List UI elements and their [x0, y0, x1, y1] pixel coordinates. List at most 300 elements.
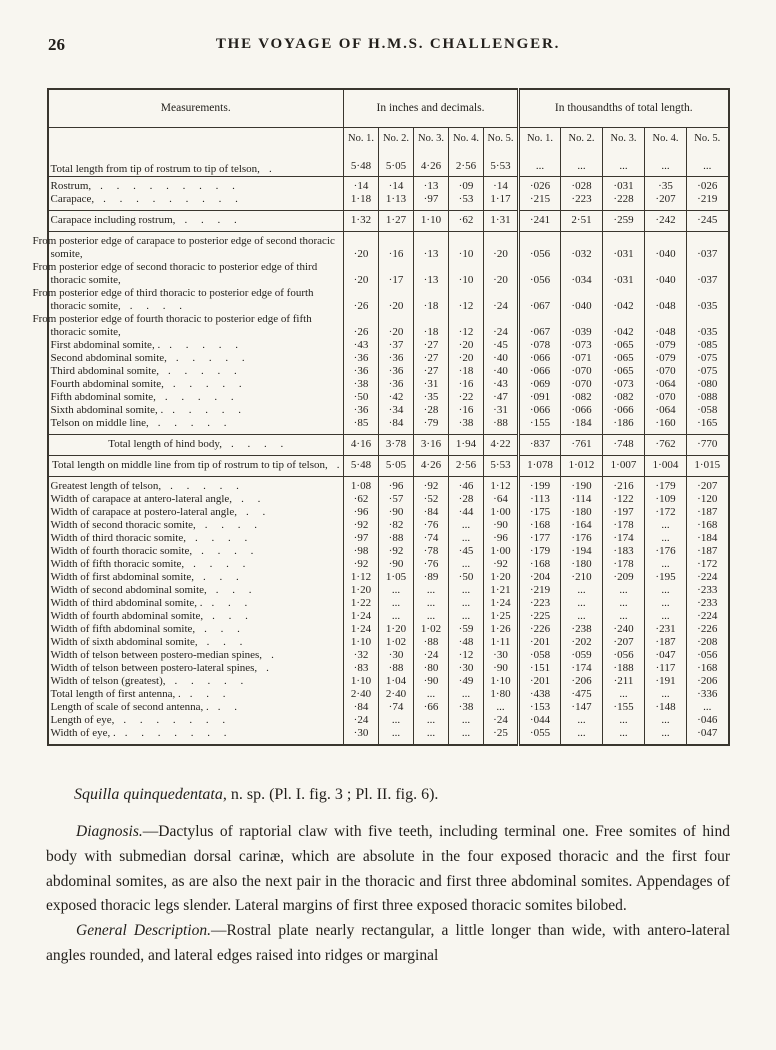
row-label [48, 128, 344, 177]
dot-leader: . . [241, 493, 261, 505]
measurement-value: 5·48 [344, 456, 379, 477]
table-row [48, 313, 729, 339]
measurement-value: ·14 [344, 177, 379, 194]
dot-leader: . . . . [230, 438, 284, 450]
row-label [48, 571, 344, 584]
measurement-value: ·091 [519, 391, 561, 404]
measurement-value: ·113 [519, 493, 561, 506]
measurement-value: ·35 [414, 391, 449, 404]
table-row [48, 177, 729, 194]
row-label [48, 532, 344, 545]
measurement-value: 3·78 [379, 435, 414, 456]
dot-leader: . . [245, 506, 266, 518]
measurement-value: ·28 [449, 493, 484, 506]
dot-leader: . . . . [129, 300, 183, 312]
measurement-value: ·155 [603, 701, 645, 714]
measurement-value: ·079 [645, 352, 687, 365]
measurement-value: ·27 [414, 352, 449, 365]
measurement-value: ·172 [687, 558, 729, 571]
measurement-value: ·037 [687, 232, 729, 262]
measurement-value: ·037 [687, 261, 729, 287]
table-row [48, 532, 729, 545]
row-label [48, 701, 344, 714]
measurement-value: ·27 [414, 365, 449, 378]
table-row [48, 287, 729, 313]
measurement-value: 2·56 [455, 160, 477, 172]
row-label-text: Width of third thoracic somite, [50, 532, 186, 544]
measurement-value: ·109 [645, 493, 687, 506]
measurement-value: ·88 [414, 636, 449, 649]
specimen-cell [416, 128, 446, 176]
measurement-value: 4·26 [414, 456, 449, 477]
measurement-value: ·20 [379, 313, 414, 339]
measurement-value: ·085 [687, 339, 729, 352]
measurement-value: ·226 [687, 623, 729, 636]
measurement-value: ·25 [484, 727, 519, 745]
measurement-value: ·36 [379, 378, 414, 391]
measurement-value: ·174 [603, 532, 645, 545]
measurement-value: ·075 [687, 352, 729, 365]
measurement-value: ·76 [414, 519, 449, 532]
measurement-value: ·16 [449, 378, 484, 391]
measurement-value: ·92 [344, 519, 379, 532]
measurement-value: ·27 [414, 339, 449, 352]
measurement-value: ... [645, 714, 687, 727]
measurement-value: ·067 [519, 287, 561, 313]
measurement-value: ·069 [519, 378, 561, 391]
measurement-value: ·028 [561, 177, 603, 194]
measurement-value: ·90 [414, 675, 449, 688]
measurement-value: ·90 [484, 519, 519, 532]
measurement-value: ·13 [414, 177, 449, 194]
measurement-value: ·206 [561, 675, 603, 688]
measurement-value: ·048 [645, 313, 687, 339]
measurement-value: 4·26 [420, 160, 442, 172]
measurement-value: ·066 [519, 404, 561, 417]
measurement-value: ·168 [687, 662, 729, 675]
measurement-value: ·83 [344, 662, 379, 675]
table-row [48, 727, 729, 745]
row-label-text: Width of second abdominal somite, [50, 584, 207, 596]
measurement-value: ... [414, 714, 449, 727]
measurement-value: 1·08 [344, 477, 379, 494]
row-label-text: Width of third abdominal somite, . [50, 597, 203, 609]
measurement-value: ·040 [645, 232, 687, 262]
row-label [48, 339, 344, 352]
measurement-value: ·92 [344, 558, 379, 571]
specimen-column-header [519, 128, 561, 177]
dot-leader: . . . . . [169, 339, 238, 351]
row-label [48, 649, 344, 662]
measurement-value: 2·51 [561, 211, 603, 232]
measurement-value: 1·00 [484, 506, 519, 519]
measurement-value: ·88 [484, 417, 519, 435]
measurement-value: ·748 [603, 435, 645, 456]
dot-leader: . . . . . [174, 675, 244, 687]
measurement-value: ·24 [344, 714, 379, 727]
measurement-value: ·30 [344, 727, 379, 745]
measurement-value: ·20 [379, 287, 414, 313]
measurement-value: ·201 [519, 675, 561, 688]
measurement-value: ·34 [379, 404, 414, 417]
measurement-value: ·183 [603, 545, 645, 558]
measurement-value: ... [379, 597, 414, 610]
row-label-text: Total length of first antenna, . [50, 688, 181, 700]
table-head [48, 89, 729, 177]
measurement-value: 1·02 [379, 636, 414, 649]
measurement-value: ·216 [603, 477, 645, 494]
measurement-value: ... [603, 688, 645, 701]
measurement-value: ·088 [687, 391, 729, 404]
specimen-number-label: No. 2. [568, 133, 595, 144]
measurement-value: 1·02 [414, 623, 449, 636]
dot-leader: . . . [206, 636, 243, 648]
description-label: General Description. [76, 922, 211, 940]
row-label [48, 391, 344, 404]
measurement-value: ·176 [645, 545, 687, 558]
row-label-text: Width of fifth abdominal somite, [50, 623, 196, 635]
measurement-value: 3·16 [414, 435, 449, 456]
row-label [48, 623, 344, 636]
measurement-value: ·056 [519, 261, 561, 287]
measurement-value: 1·20 [344, 584, 379, 597]
measurement-value: 1·12 [484, 477, 519, 494]
measurement-value: ·026 [519, 177, 561, 194]
specimen-column-header [344, 128, 379, 177]
row-label-text: Second abdominal somite, [50, 352, 167, 364]
dot-leader: . . . . . . . [123, 714, 226, 726]
row-label [48, 558, 344, 571]
measurement-value: ·065 [603, 365, 645, 378]
measurement-value: 1·10 [344, 675, 379, 688]
measurement-value: ·056 [687, 649, 729, 662]
measurement-value: ... [645, 558, 687, 571]
row-label [48, 662, 344, 675]
row-label-text: Fourth abdominal somite, [50, 378, 164, 390]
measurement-value: ·30 [449, 662, 484, 675]
measurement-value: ·12 [449, 313, 484, 339]
row-label-text: Width of fourth thoracic somite, [50, 545, 193, 557]
measurement-value: ·82 [379, 519, 414, 532]
specimen-column-header [603, 128, 645, 177]
measurement-value: ·148 [645, 701, 687, 714]
table-row [48, 662, 729, 675]
measurement-value: ·762 [645, 435, 687, 456]
measurement-value: ·245 [687, 211, 729, 232]
measurement-value: ·067 [519, 313, 561, 339]
measurement-value: ·223 [519, 597, 561, 610]
measurement-value: ·238 [561, 623, 603, 636]
measurement-value: ·066 [519, 352, 561, 365]
description-paragraph [46, 919, 730, 969]
measurement-value: ... [645, 532, 687, 545]
measurement-value: ·078 [519, 339, 561, 352]
row-label-text: Width of carapace at antero-lateral angle, [50, 493, 233, 505]
measurement-value: ·207 [687, 477, 729, 494]
page-header [0, 0, 776, 62]
measurement-value: ·047 [687, 727, 729, 745]
species-name: Squilla quinquedentata [74, 786, 223, 803]
measurement-value: ·208 [687, 636, 729, 649]
measurement-value: ·194 [561, 545, 603, 558]
measurement-value: ·231 [645, 623, 687, 636]
specimen-column-header [414, 128, 449, 177]
measurement-value: ·53 [449, 193, 484, 211]
dot-leader: . . . . . [172, 378, 242, 390]
measurement-value: 4·16 [344, 435, 379, 456]
row-label-text: From posterior edge of fourth thoracic to posterior edge of fifth thoracic somite, [32, 313, 312, 338]
row-label-text: Greatest length of telson, [50, 480, 162, 492]
measurement-value: ... [449, 519, 484, 532]
table-row [48, 211, 729, 232]
measurement-value: ·032 [561, 232, 603, 262]
measurement-value: ·187 [645, 636, 687, 649]
measurement-value: ·79 [414, 417, 449, 435]
dot-leader: . . . [212, 610, 248, 622]
row-label [48, 435, 344, 456]
measurement-value: ·031 [603, 177, 645, 194]
measurement-value: ... [661, 160, 670, 172]
measurement-value: ·43 [344, 339, 379, 352]
measurement-value: ·179 [645, 477, 687, 494]
measurement-value: ·85 [344, 417, 379, 435]
specimen-number-label: No. 2. [383, 133, 409, 144]
measurement-value: ... [603, 714, 645, 727]
measurement-value: ·50 [449, 571, 484, 584]
measurement-value: 1·26 [484, 623, 519, 636]
table-row [48, 417, 729, 435]
measurement-value: ·064 [645, 404, 687, 417]
measurement-value: ·90 [379, 558, 414, 571]
measurement-value: ... [414, 610, 449, 623]
measurement-value: ·197 [603, 506, 645, 519]
table-row [48, 636, 729, 649]
dot-leader: . . . . [204, 519, 258, 531]
measurement-value: ·206 [687, 675, 729, 688]
table-row [48, 404, 729, 417]
measurement-value: ·026 [687, 177, 729, 194]
row-label-text: Width of carapace at postero-lateral angle, [50, 506, 237, 518]
measurement-value: ·22 [449, 391, 484, 404]
measurement-value: 1·05 [379, 571, 414, 584]
measurement-value: ·080 [687, 378, 729, 391]
dot-leader: . . . . . [175, 352, 245, 364]
measurement-value: ·207 [603, 636, 645, 649]
measurement-value: 2·40 [344, 688, 379, 701]
specimen-cell [451, 128, 481, 176]
measurement-value: 1·015 [687, 456, 729, 477]
measurement-value: 1·10 [414, 211, 449, 232]
table-row [48, 714, 729, 727]
row-label-text: Telson on middle line, [50, 417, 149, 429]
dot-leader: . . . . [201, 545, 254, 557]
row-label [32, 232, 344, 262]
measurement-value: 1·078 [519, 456, 561, 477]
table-row [48, 571, 729, 584]
measurement-value: ·88 [379, 532, 414, 545]
measurement-value: ·079 [645, 339, 687, 352]
measurement-value: 1·012 [561, 456, 603, 477]
measurement-value: ·071 [561, 352, 603, 365]
row-label-text: Total length from tip of rostrum to tip of telson, [50, 163, 260, 175]
row-label-text: From posterior edge of second thoracic to posterior edge of third thoracic somite, [32, 261, 318, 286]
dot-leader: . . . . [193, 558, 246, 570]
measurement-value: 1·10 [484, 675, 519, 688]
measurement-value: ·209 [603, 571, 645, 584]
measurement-value: ·153 [519, 701, 561, 714]
specimen-column-header [379, 128, 414, 177]
measurement-value: ·36 [344, 365, 379, 378]
measurement-value: ·14 [484, 177, 519, 194]
measurement-value: ... [561, 727, 603, 745]
table-row [48, 675, 729, 688]
measurement-value: ·16 [449, 404, 484, 417]
specimen-number-label: No. 5. [487, 133, 514, 144]
measurement-value: ... [414, 688, 449, 701]
measurement-value: ·059 [561, 649, 603, 662]
measurement-value: ·180 [561, 506, 603, 519]
measurement-value: ... [449, 714, 484, 727]
measurement-value: ·204 [519, 571, 561, 584]
dot-leader: . . . [189, 688, 226, 700]
measurement-value: ·62 [449, 211, 484, 232]
measurement-value: ·24 [414, 649, 449, 662]
measurement-value: ·32 [344, 649, 379, 662]
measurement-value: ·058 [687, 404, 729, 417]
measurement-value: 1·007 [603, 456, 645, 477]
measurement-value: ·45 [449, 545, 484, 558]
row-label [48, 352, 344, 365]
measurement-value: 1·32 [344, 211, 379, 232]
measurement-value: ·38 [344, 378, 379, 391]
row-label-text: Carapace, [50, 193, 95, 205]
measurement-value: ... [484, 701, 519, 714]
row-label [48, 597, 344, 610]
measurement-value: ·09 [449, 177, 484, 194]
measurement-value: ... [561, 714, 603, 727]
table-header-row [48, 89, 729, 128]
measurement-value: ... [687, 701, 729, 714]
measurement-value: ·190 [561, 477, 603, 494]
measurement-value: ·92 [414, 477, 449, 494]
measurement-value: 1·24 [484, 597, 519, 610]
measurement-value: ·14 [379, 177, 414, 194]
measurement-value: ·039 [561, 313, 603, 339]
dot-leader: . . . [202, 571, 239, 583]
measurement-value: ·88 [379, 662, 414, 675]
row-label-text: Width of eye, . [50, 727, 116, 739]
measurement-value: ·76 [414, 558, 449, 571]
measurement-value: ... [645, 584, 687, 597]
measurement-value: ·180 [561, 558, 603, 571]
measurement-value: 1·10 [344, 636, 379, 649]
measurement-value: ... [603, 597, 645, 610]
measurement-value: ·18 [414, 313, 449, 339]
measurement-value: 1·21 [484, 584, 519, 597]
measurement-value: ... [414, 727, 449, 745]
row-label [48, 506, 344, 519]
row-label [48, 610, 344, 623]
measurement-value: ·184 [687, 532, 729, 545]
specimen-number-label: No. 3. [610, 133, 637, 144]
measurement-value: ·188 [603, 662, 645, 675]
dot-leader: . . . . [184, 214, 237, 226]
row-label [48, 365, 344, 378]
measurement-value: ... [645, 610, 687, 623]
body-text [0, 786, 776, 969]
measurement-value: ·065 [603, 352, 645, 365]
diagnosis-label: Diagnosis. [76, 823, 143, 840]
measurement-value: 4·22 [484, 435, 519, 456]
measurement-value: ·48 [449, 636, 484, 649]
measurement-value: ·207 [645, 193, 687, 211]
table-row [48, 193, 729, 211]
measurement-value: ·168 [687, 519, 729, 532]
measurement-value: ·066 [603, 404, 645, 417]
row-label-text: Width of fifth thoracic somite, [50, 558, 185, 570]
table-subheader-row [48, 128, 729, 177]
measurement-value: ·224 [687, 610, 729, 623]
measurement-value: ... [603, 584, 645, 597]
measurement-value: ·233 [687, 584, 729, 597]
row-label [48, 493, 344, 506]
measurement-value: 1·00 [484, 545, 519, 558]
measurement-value: ·20 [344, 232, 379, 262]
measurement-value: ... [645, 597, 687, 610]
measurement-value: ... [449, 558, 484, 571]
measurement-value: ·50 [344, 391, 379, 404]
measurement-value: ... [645, 688, 687, 701]
measurement-value: ·31 [414, 378, 449, 391]
dot-leader: . [271, 649, 274, 661]
measurement-value: ·219 [687, 193, 729, 211]
measurement-value: ·837 [519, 435, 561, 456]
measurement-value: ·20 [449, 352, 484, 365]
row-label [48, 519, 344, 532]
measurement-value: ·120 [687, 493, 729, 506]
table-row [48, 558, 729, 571]
specimen-number-label: No. 1. [527, 133, 553, 144]
measurement-value: ·259 [603, 211, 645, 232]
row-label [32, 287, 344, 313]
row-label-text: Carapace including rostrum, [50, 214, 176, 226]
measurement-value: ·761 [561, 435, 603, 456]
measurement-value: ·31 [484, 404, 519, 417]
measurement-value: ·187 [687, 545, 729, 558]
dot-leader: . . . . . . . . . [100, 180, 235, 192]
measurement-value: ·082 [603, 391, 645, 404]
row-label [48, 545, 344, 558]
row-label-text: Width of telson between postero-median spines, [50, 649, 263, 661]
measurement-value: ... [645, 519, 687, 532]
row-label-text: Length of eye, [50, 714, 115, 726]
measurement-value: ·12 [449, 287, 484, 313]
measurement-value: ·20 [484, 232, 519, 262]
specimen-cell [563, 128, 600, 176]
measurement-value: ·24 [484, 714, 519, 727]
measurement-value: ·055 [519, 727, 561, 745]
measurement-value: 1·31 [484, 211, 519, 232]
measurement-value: ·066 [519, 365, 561, 378]
table-row [48, 232, 729, 262]
row-label [48, 584, 344, 597]
measurement-value: ·201 [519, 636, 561, 649]
measurement-value: ·075 [687, 365, 729, 378]
measurement-value: ... [449, 584, 484, 597]
measurement-value: ·59 [449, 623, 484, 636]
measurement-value: ... [449, 532, 484, 545]
measurement-value: ·040 [561, 287, 603, 313]
